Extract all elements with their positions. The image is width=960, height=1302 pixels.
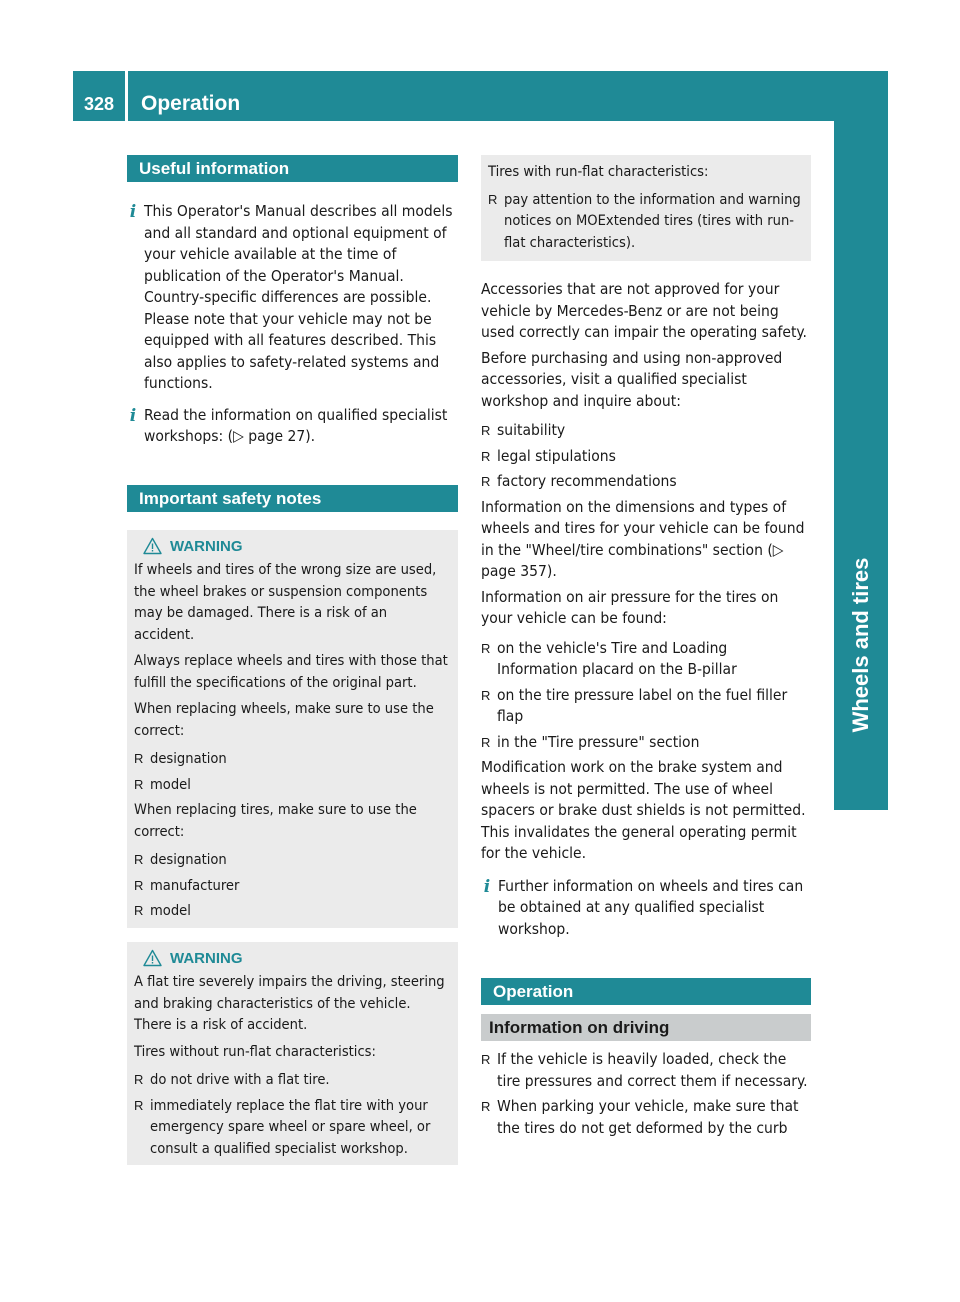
box-paragraph: Tires with run-flat characteristics: [488, 163, 709, 180]
right-column [481, 155, 811, 1139]
list-item: R When parking your vehicle, make sure that the tires do not get deformed by the curb [481, 1096, 811, 1139]
list-item: R suitability [481, 420, 811, 442]
info-icon: i [129, 202, 137, 222]
list-item: R pay attention to the information and warning notices on MOExtended tires (tires with run-flat characteristics). [488, 189, 803, 254]
info-note-manual [127, 201, 458, 395]
warning-title [134, 948, 450, 970]
important-safety-notes-heading: Important safety notes [127, 485, 458, 512]
list-item: R legal stipulations [481, 446, 811, 468]
side-tab-label [834, 535, 888, 755]
info-icon: i [129, 405, 137, 426]
paragraph: Information on air pressure for the tires on your vehicle can be found: [481, 587, 779, 627]
run-flat-box [481, 155, 811, 261]
side-tab-text: Wheels and tires [848, 557, 873, 733]
info-note-text: Read the information on qualified specialist workshops: (▷ page 27). [144, 405, 448, 445]
list-item: R factory recommendations [481, 471, 811, 493]
warning-box-flat-tire [127, 942, 458, 1166]
list-item: R designation [134, 748, 450, 770]
warning-title-text: WARNING [170, 537, 243, 555]
page-section-title: Operation [141, 92, 241, 115]
info-icon: i [483, 876, 491, 897]
info-note-workshops [127, 405, 458, 448]
warning-paragraph: Always replace wheels and tires with those that fulfill the specifications of the original part. [134, 652, 448, 691]
info-note-further-information [481, 876, 811, 941]
warning-paragraph: When replacing tires, make sure to use the correct: [134, 801, 417, 840]
list-item: R manufacturer [134, 875, 450, 897]
warning-title-text: WARNING [170, 949, 243, 967]
paragraph: Before purchasing and using non-approved accessories, visit a qualified specialist workshop and inquire about: [481, 348, 783, 410]
warning-title [134, 536, 450, 558]
warning-box-wheel-size [127, 530, 458, 928]
warning-triangle-icon [143, 949, 162, 967]
list-item: R model [134, 774, 450, 796]
list-item: R do not drive with a flat tire. [134, 1069, 450, 1091]
list-item: R designation [134, 849, 450, 871]
left-column [127, 155, 458, 1165]
header-divider [125, 71, 128, 121]
useful-information-heading: Useful information [127, 155, 458, 182]
page-number: 328 [83, 94, 115, 114]
list-item: R in the "Tire pressure" section [481, 732, 811, 754]
operation-heading: Operation [481, 978, 811, 1005]
warning-paragraph: When replacing wheels, make sure to use the correct: [134, 700, 434, 739]
warning-paragraph: If wheels and tires of the wrong size are used, the wheel brakes or suspension components may be damaged. There is a risk of an accident. [134, 561, 437, 643]
paragraph: Accessories that are not approved for your vehicle by Mercedes-Benz or are not being used correctly can impair the operating safety. [481, 280, 807, 341]
list-item: R on the vehicle's Tire and Loading Information placard on the B-pillar [481, 638, 811, 681]
paragraph: Information on the dimensions and types of wheels and tires for your vehicle can be found in the "Wheel/tire combinations" section (▷ page 357). [481, 497, 805, 580]
list-item: R If the vehicle is heavily loaded, check the tire pressures and correct them if necessary. [481, 1049, 811, 1092]
info-note-text: Further information on wheels and tires can be obtained at any qualified specialist workshop. [498, 876, 804, 938]
paragraph: Modification work on the brake system and wheels is not permitted. The use of wheel spacers or brake dust shields is not permitted. This invalidates the general operating permit for the vehicle. [481, 758, 806, 862]
list-item: R immediately replace the flat tire with your emergency spare wheel or spare wheel, or consult a qualified specialist workshop. [134, 1095, 450, 1160]
warning-paragraph: A flat tire severely impairs the driving, steering and braking characteristics of the vehicle. There is a risk of accident. [134, 973, 445, 1033]
warning-paragraph: Tires without run-flat characteristics: [134, 1042, 376, 1060]
information-on-driving-heading: Information on driving [481, 1014, 811, 1041]
warning-triangle-icon [143, 537, 162, 555]
page-header [73, 71, 888, 121]
info-note-text: This Operator's Manual describes all models and all standard and optional equipment of your vehicle available at the time of publication of the Operator's Manual. Country-specific differences are possible. Please note that your vehicle may not be equipped with all features described. This also applies to safety-related systems and functions. [144, 202, 453, 392]
list-item: R model [134, 900, 450, 922]
list-item: R on the tire pressure label on the fuel filler flap [481, 685, 811, 728]
